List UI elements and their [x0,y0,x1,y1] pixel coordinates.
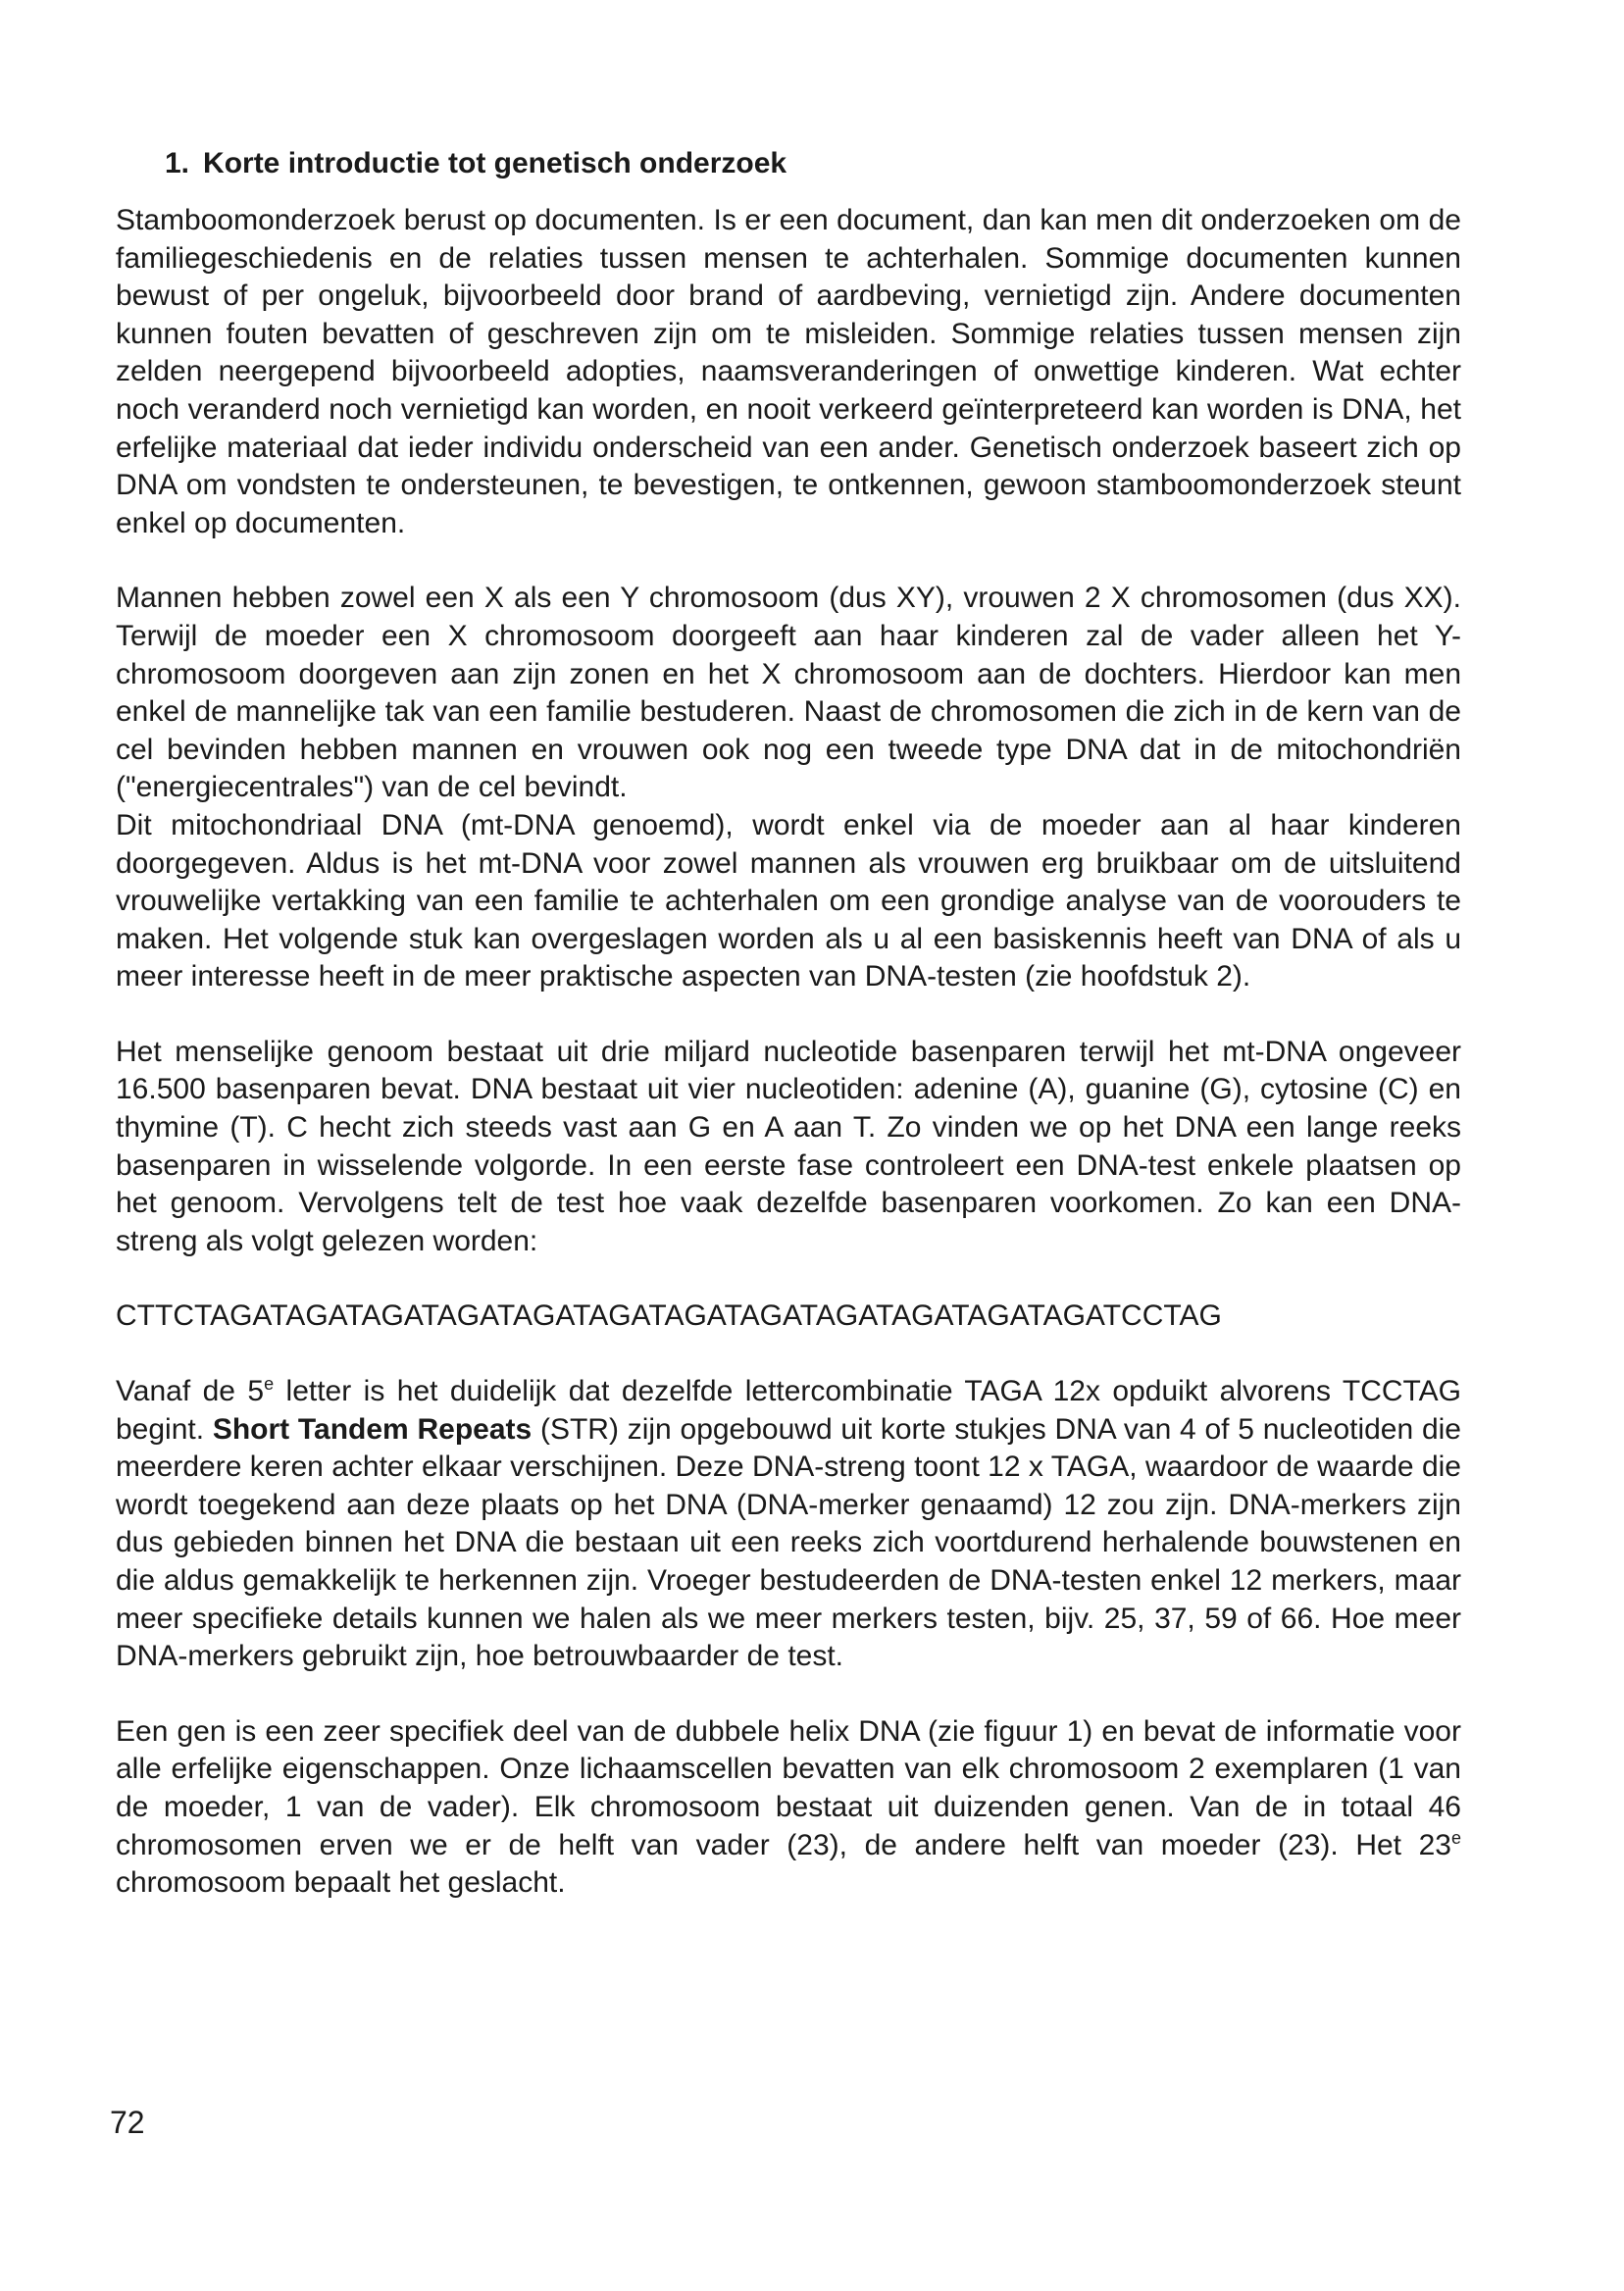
section-number: 1. [165,147,190,179]
gene-text-2: chromosoom bepaalt het geslacht. [116,1866,566,1900]
paragraph-chromosomes: Mannen hebben zowel een X als een Y chromosoom (dus XY), vrouwen 2 X chromosomen (dus XX). Terwijl de moeder een X chromosoom doorgeeft aan haar kinderen zal de vader alleen het Y-chromosoom doorgeven aan zijn zonen en het X chromosoom aan de dochters. Hierdoor kan men enkel de mannelijke tak van een familie bestuderen. Naast de chromosomen die zich in de kern van de cel bevinden hebben mannen en vrouwen ook nog een tweede type DNA dat in de mitochondriën ("energiecentrales") van de cel bevindt. [116,582,1461,804]
superscript-e: e [264,1374,275,1395]
body-text [116,202,1461,1940]
paragraph-str [116,1373,1461,1676]
str-text-2: letter is het duidelijk dat dezelfde lettercombinatie TAGA 12x opduikt alvorens TCCTAG begint. [116,1375,1461,1446]
superscript-e: e [1450,1827,1461,1848]
str-text-3: (STR) zijn opgebouwd uit korte stukjes DNA van 4 of 5 nucleotiden die meerdere keren achter elkaar verschijnen. Deze DNA-streng toont 12 x TAGA, waardoor de waarde die wordt toegekend aan deze plaats op het DNA (DNA-merker genaamd) 12 zou zijn. DNA-merkers zijn dus gebieden binnen het DNA die bestaan uit een reeks zich voortdurend herhalende bouwstenen en die aldus gemakkelijk te herkennen zijn. Vroeger bestudeerden de DNA-testen enkel 12 merkers, maar meer specifieke details kunnen we halen als we meer merkers testen, bijv. 25, 37, 59 of 66. Hoe meer DNA-merkers gebruikt zijn, hoe betrouwbaarder de test. [116,1412,1461,1673]
str-text-1: Vanaf de 5 [116,1375,265,1408]
page-number: 72 [110,2105,145,2140]
paragraph-genome: Het menselijke genoom bestaat uit drie miljard nucleotide basenparen terwijl het mt-DNA ongeveer 16.500 basenparen bevat. DNA bestaat uit vier nucleotiden: adenine (A), guanine (G), cytosine (C) en thymine (T). C hecht zich steeds vast aan G en A aan T. Zo vinden we op het DNA een lange reeks basenparen in wisselende volgorde. In een eerste fase controleert een DNA-test enkele plaatsen op het genoom. Vervolgens telt de test hoe vaak dezelfde basenparen voorkomen. Zo kan een DNA-streng als volgt gelezen worden: [116,1035,1461,1257]
paragraph-genealogy: Stamboomonderzoek berust op documenten. Is er een document, dan kan men dit onderzoeken om de familiegeschiedenis en de relaties tussen mensen te achterhalen. Sommige documenten kunnen bewust of per ongeluk, bijvoorbeeld door brand of aardbeving, vernietigd zijn. Andere documenten kunnen fouten bevatten of geschreven zijn om te misleiden. Sommige relaties tussen mensen zijn zelden neergepend bijvoorbeeld adopties, naamsveranderingen of onwettige kinderen. Wat echter noch veranderd noch vernietigd kan worden, en nooit verkeerd geïnterpreteerd kan worden is DNA, het erfelijke materiaal dat ieder individu onderscheid van een ander. Genetisch onderzoek baseert zich op DNA om vondsten te ondersteunen, te bevestigen, te ontkennen, gewoon stamboomonderzoek steunt enkel op documenten. [116,204,1461,539]
paragraph-mitochondrial: Dit mitochondriaal DNA (mt-DNA genoemd), wordt enkel via de moeder aan al haar kinderen doorgegeven. Aldus is het mt-DNA voor zowel mannen als vrouwen erg bruikbaar om de uitsluitend vrouwelijke vertakking van een familie te achterhalen om een grondige analyse van de voorouders te maken. Het volgende stuk kan overgeslagen worden als u al een basiskennis heeft van DNA of als u meer interesse heeft in de meer praktische aspecten van DNA-testen (zie hoofdstuk 2). [116,808,1461,993]
section-heading [165,147,787,180]
section-title: Korte introductie tot genetisch onderzoek [203,147,787,179]
str-term: Short Tandem Repeats [212,1412,533,1446]
dna-sequence: CTTCTAGATAGATAGATAGATAGATAGATAGATAGATAGATAGATAGATAGATCCTAG [116,1299,1222,1333]
paragraph-gene [116,1713,1461,1903]
gene-text-1: Een gen is een zeer specifiek deel van de dubbele helix DNA (zie figuur 1) en bevat de informatie voor alle erfelijke eigenschappen. Onze lichaamscellen bevatten van elk chromosoom 2 exemplaren (1 van de moeder, 1 van de vader). Elk chromosoom bestaat uit duizenden genen. Van de in totaal 46 chromosomen erven we er de helft van vader (23), de andere helft van moeder (23). Het 23 [116,1714,1461,1861]
